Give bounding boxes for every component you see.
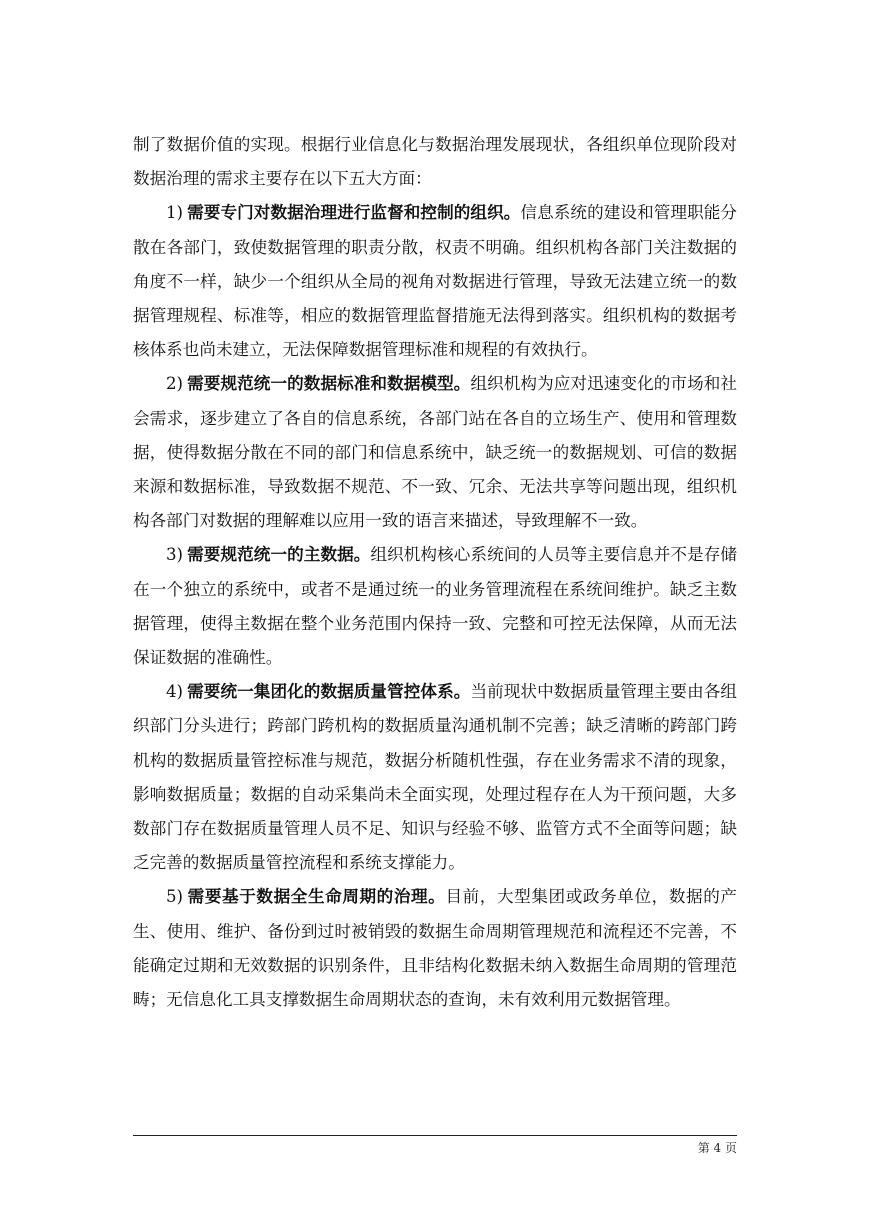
list-item-3 (133, 538, 737, 675)
item-number: 5) (166, 887, 184, 907)
list-item-1 (133, 196, 737, 367)
item-heading: 需要统一集团化的数据质量管控体系。 (187, 682, 471, 702)
page-number: 第 4 页 (697, 1141, 737, 1155)
footer-divider (133, 1135, 737, 1136)
intro-paragraph: 制了数据价值的实现。根据行业信息化与数据治理发展现状，各组织单位现阶段对数据治理的需求主要存在以下五大方面： (133, 135, 737, 189)
item-body: 当前现状中数据质量管理主要由各组织部门分头进行；跨部门跨机构的数据质量沟通机制不完善；缺乏清晰的跨部门跨机构的数据质量管控标准与规范，数据分析随机性强，存在业务需求不清的现象，影响数据质量；数据的自动采集尚未全面实现，处理过程存在人为干预问题，大多数部门存在数据质量管理人员不足、知识与经验不够、监管方式不全面等问题；缺乏完善的数据质量管控流程和系统支撑能力。 (133, 682, 738, 873)
item-body: 组织机构核心系统间的人员等主要信息并不是存储在一个独立的系统中，或者不是通过统一的业务管理流程在系统间维护。缺乏主数据管理，使得主数据在整个业务范围内保持一致、完整和可控无法保障，从而无法保证数据的准确性。 (133, 545, 738, 668)
item-heading: 需要规范统一的主数据。 (187, 545, 371, 565)
document-body (133, 128, 737, 1017)
list-item-5 (133, 880, 737, 1017)
item-number: 4) (166, 682, 184, 702)
item-body: 组织机构为应对迅速变化的市场和社会需求，逐步建立了各自的信息系统，各部门站在各自的立场生产、使用和管理数据，使得数据分散在不同的部门和信息系统中，缺乏统一的数据规划、可信的数据来源和数据标准，导致数据不规范、不一致、冗余、无法共享等问题出现，组织机构各部门对数据的理解难以应用一致的语言来描述，导致理解不一致。 (133, 374, 738, 531)
list-item-2 (133, 367, 737, 538)
item-body: 目前，大型集团或政务单位，数据的产生、使用、维护、备份到过时被销毁的数据生命周期管理规范和流程还不完善，不能确定过期和无效数据的识别条件，且非结构化数据未纳入数据生命周期的管理范畴；无信息化工具支撑数据生命周期状态的查询，未有效利用元数据管理。 (133, 887, 738, 1010)
item-number: 3) (166, 545, 184, 565)
item-body: 信息系统的建设和管理职能分散在各部门，致使数据管理的职责分散，权责不明确。组织机构各部门关注数据的角度不一样，缺少一个组织从全局的视角对数据进行管理，导致无法建立统一的数据管理规程、标准等，相应的数据管理监督措施无法得到落实。组织机构的数据考核体系也尚未建立，无法保障数据管理标准和规程的有效执行。 (133, 203, 737, 360)
list-item-4 (133, 675, 737, 880)
item-heading: 需要专门对数据治理进行监督和控制的组织。 (187, 203, 521, 223)
item-number: 2) (166, 374, 184, 394)
item-heading: 需要规范统一的数据标准和数据模型。 (187, 374, 471, 394)
item-number: 1) (166, 203, 184, 223)
item-heading: 需要基于数据全生命周期的治理。 (187, 887, 446, 907)
